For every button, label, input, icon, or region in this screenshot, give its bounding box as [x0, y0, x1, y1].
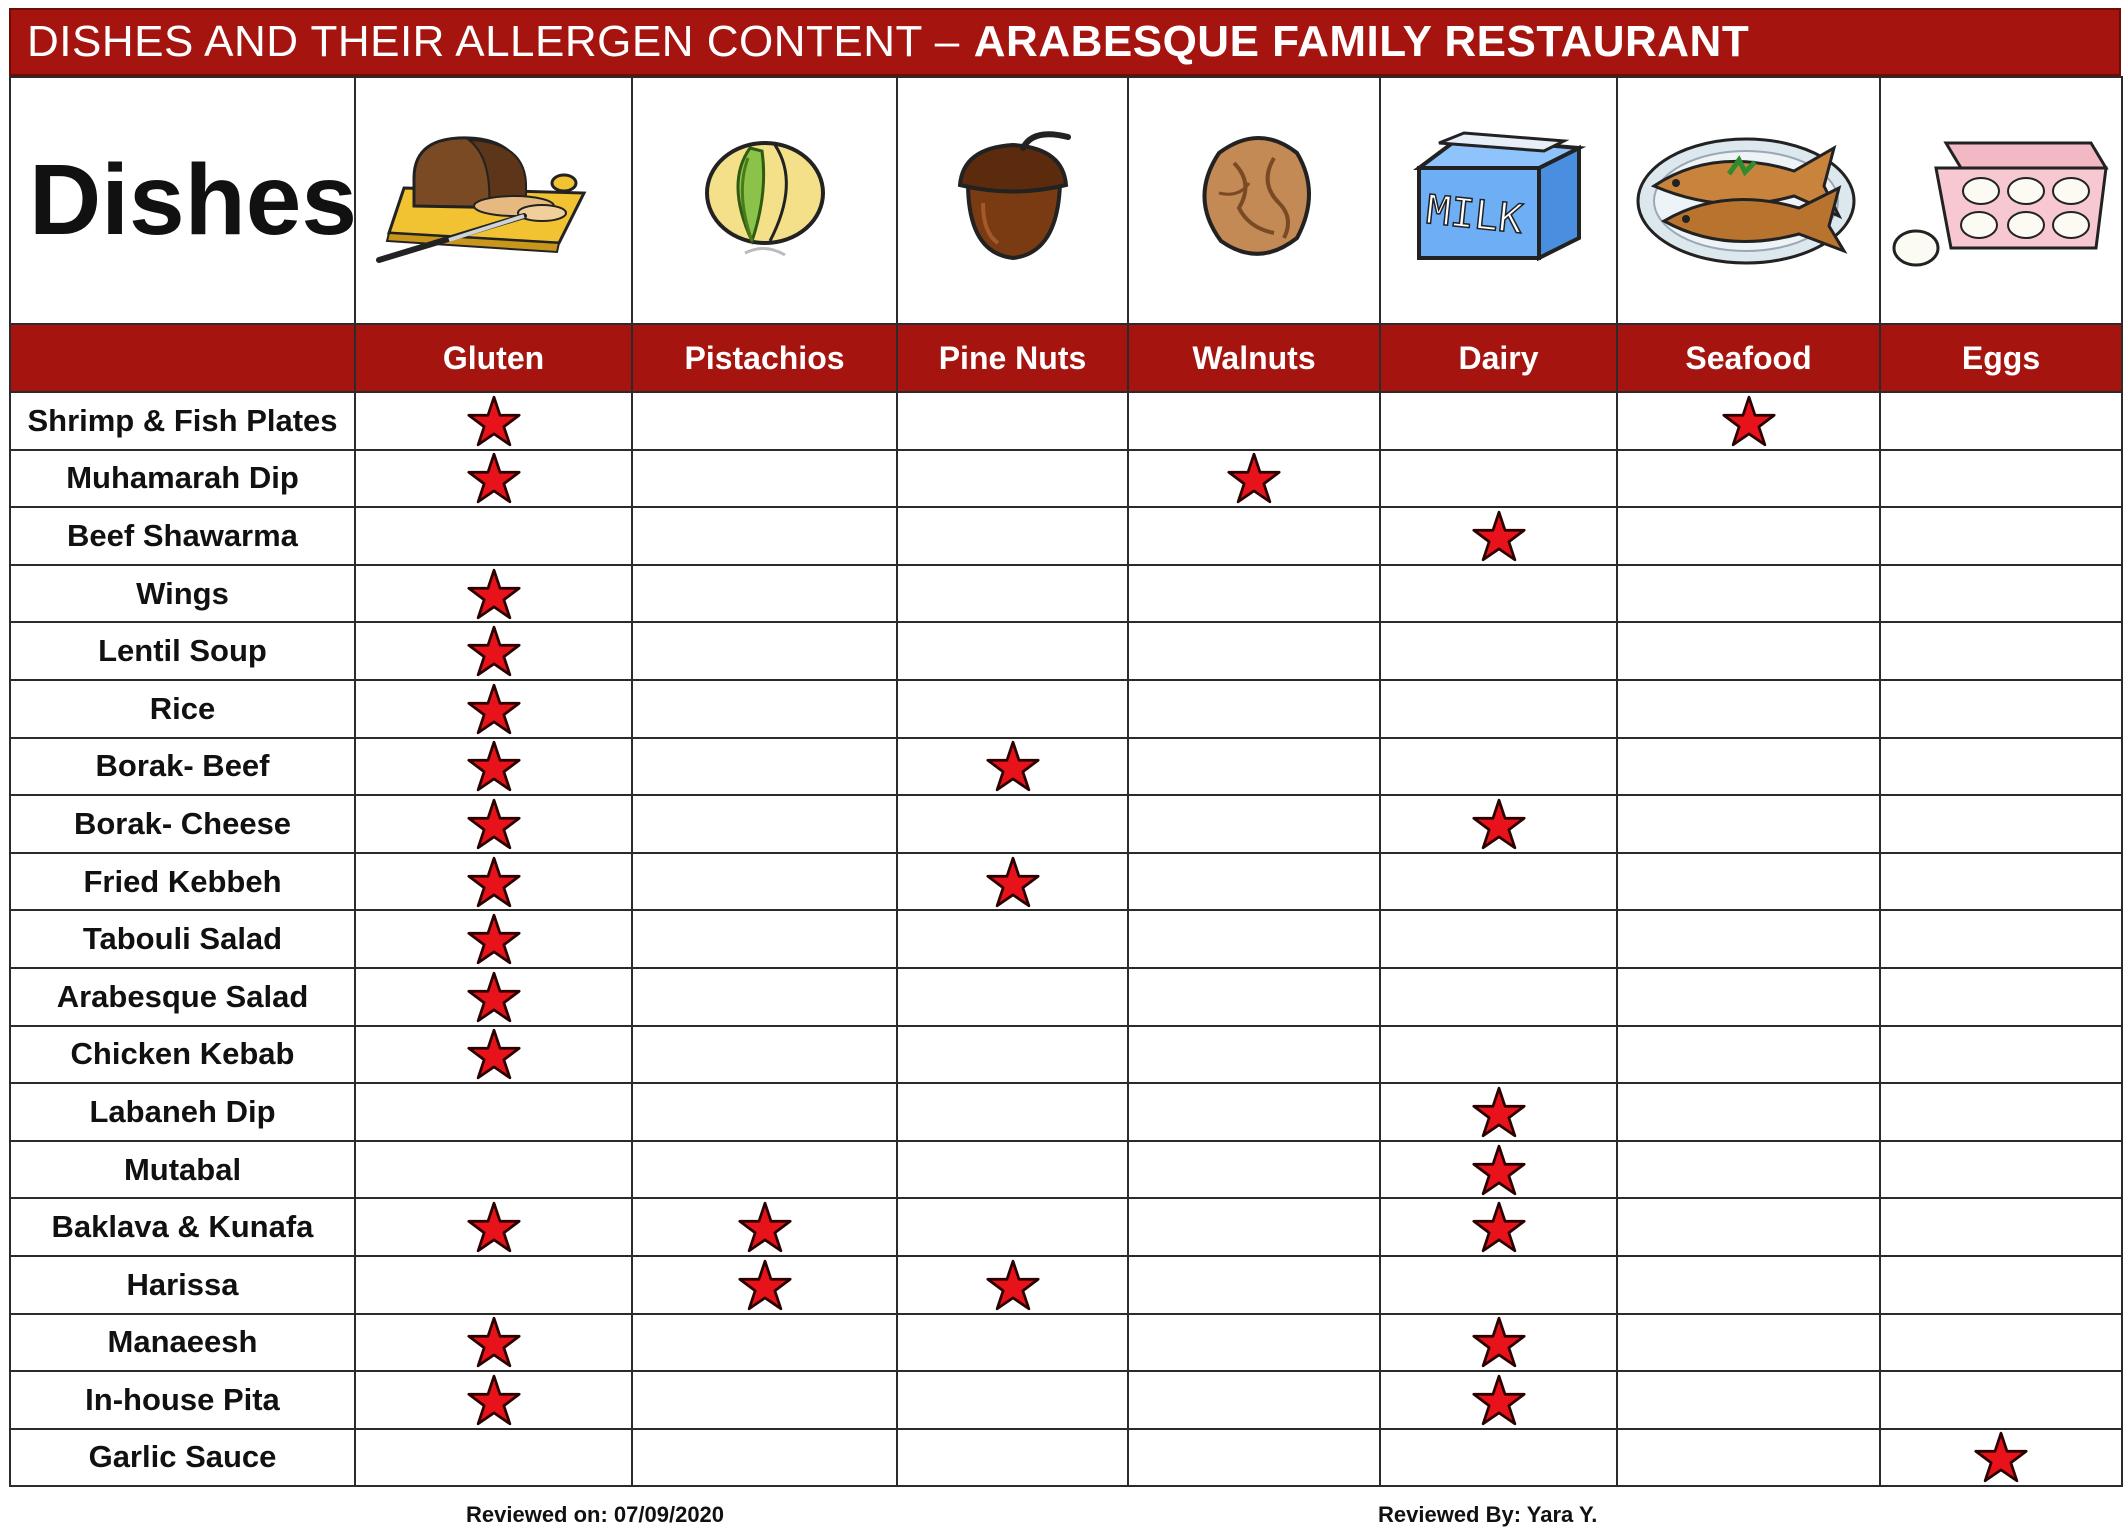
allergen-cell [1128, 1429, 1380, 1487]
dish-name: Borak- Cheese [10, 795, 355, 853]
allergen-cell [632, 1256, 897, 1314]
star-icon [465, 1316, 523, 1368]
allergen-cell [1128, 450, 1380, 508]
allergen-cell [1880, 680, 2122, 738]
allergen-cell [355, 968, 632, 1026]
star-icon [1470, 510, 1528, 562]
walnut-icon [1128, 77, 1380, 324]
star-icon [465, 1201, 523, 1253]
allergen-cell [1617, 1256, 1880, 1314]
allergen-cell [1617, 392, 1880, 450]
allergen-cell [632, 795, 897, 853]
table-row [10, 450, 2122, 508]
allergen-cell [1128, 680, 1380, 738]
star-icon [1470, 1086, 1528, 1138]
dish-name: Harissa [10, 1256, 355, 1314]
allergen-cell [632, 507, 897, 565]
allergen-cell [897, 450, 1128, 508]
allergen-cell [632, 680, 897, 738]
allergen-cell [1380, 1198, 1617, 1256]
allergen-cell [355, 450, 632, 508]
allergen-cell [1380, 680, 1617, 738]
allergen-cell [355, 1314, 632, 1372]
allergen-cell [355, 795, 632, 853]
allergen-cell [897, 392, 1128, 450]
allergen-cell [897, 1026, 1128, 1084]
title-regular: DISHES AND THEIR ALLERGEN CONTENT – [27, 17, 960, 66]
allergen-cell [1617, 1083, 1880, 1141]
allergen-cell [1880, 622, 2122, 680]
allergen-cell [1617, 1141, 1880, 1199]
allergen-cell [1617, 853, 1880, 911]
star-icon [1470, 1316, 1528, 1368]
star-icon [465, 625, 523, 677]
allergen-cell [1880, 1141, 2122, 1199]
allergen-cell [355, 1371, 632, 1429]
table-row [10, 1026, 2122, 1084]
allergen-cell [897, 565, 1128, 623]
dish-name: Tabouli Salad [10, 910, 355, 968]
table-row [10, 565, 2122, 623]
allergen-cell [1880, 1083, 2122, 1141]
allergen-cell [1128, 507, 1380, 565]
table-row [10, 1429, 2122, 1487]
allergen-cell [1128, 1083, 1380, 1141]
allergen-cell [1128, 853, 1380, 911]
allergen-cell [1380, 795, 1617, 853]
header-dairy: Dairy [1380, 324, 1617, 392]
allergen-cell [1380, 450, 1617, 508]
allergen-cell [1880, 910, 2122, 968]
dish-name: Mutabal [10, 1141, 355, 1199]
allergen-cell [1617, 1026, 1880, 1084]
star-icon [465, 856, 523, 908]
milk-carton-icon [1380, 77, 1617, 324]
allergen-cell [1380, 392, 1617, 450]
allergen-cell [355, 392, 632, 450]
star-icon [1972, 1431, 2030, 1483]
allergen-header-row [10, 324, 2122, 392]
allergen-cell [1880, 565, 2122, 623]
star-icon [1470, 1201, 1528, 1253]
allergen-cell [355, 1026, 632, 1084]
allergen-cell [897, 1429, 1128, 1487]
allergen-cell [1617, 738, 1880, 796]
allergen-cell [1380, 910, 1617, 968]
allergen-cell [1380, 968, 1617, 1026]
allergen-cell [1380, 1141, 1617, 1199]
allergen-cell [632, 1429, 897, 1487]
allergen-cell [897, 1141, 1128, 1199]
allergen-cell [1380, 565, 1617, 623]
allergen-cell [355, 565, 632, 623]
table-row [10, 1083, 2122, 1141]
allergen-cell [1880, 795, 2122, 853]
dish-name: Borak- Beef [10, 738, 355, 796]
star-icon [984, 1259, 1042, 1311]
allergen-cell [1617, 1429, 1880, 1487]
allergen-cell [1128, 910, 1380, 968]
allergen-cell [897, 1314, 1128, 1372]
allergen-cell [1380, 1256, 1617, 1314]
allergen-cell [1617, 910, 1880, 968]
table-row [10, 910, 2122, 968]
allergen-cell [1617, 680, 1880, 738]
allergen-cell [632, 565, 897, 623]
star-icon [465, 971, 523, 1023]
allergen-cell [897, 1371, 1128, 1429]
dish-name: Muhamarah Dip [10, 450, 355, 508]
milk-label: MILK [1423, 187, 1525, 243]
allergen-cell [1128, 392, 1380, 450]
star-icon [465, 798, 523, 850]
allergen-cell [1617, 1314, 1880, 1372]
allergen-cell [632, 1314, 897, 1372]
header-blank-cell [10, 324, 355, 392]
allergen-cell [1128, 1371, 1380, 1429]
table-row [10, 680, 2122, 738]
allergen-cell [1880, 450, 2122, 508]
allergen-table [9, 76, 2123, 1487]
allergen-cell [1617, 565, 1880, 623]
allergen-cell [1128, 1141, 1380, 1199]
allergen-cell [632, 622, 897, 680]
allergen-cell [1380, 738, 1617, 796]
star-icon [465, 740, 523, 792]
allergen-cell [355, 1429, 632, 1487]
table-row [10, 853, 2122, 911]
allergen-cell [1880, 392, 2122, 450]
table-row [10, 1198, 2122, 1256]
allergen-cell [1880, 1371, 2122, 1429]
acorn-icon [897, 77, 1128, 324]
allergen-cell [897, 1083, 1128, 1141]
allergen-cell [1617, 622, 1880, 680]
header-eggs: Eggs [1880, 324, 2122, 392]
star-icon [465, 683, 523, 735]
table-row [10, 1141, 2122, 1199]
allergen-cell [355, 622, 632, 680]
pistachio-icon [632, 77, 897, 324]
allergen-cell [632, 968, 897, 1026]
allergen-cell [1380, 1429, 1617, 1487]
dish-name: Shrimp & Fish Plates [10, 392, 355, 450]
allergen-cell [897, 795, 1128, 853]
star-icon [465, 395, 523, 447]
allergen-cell [897, 968, 1128, 1026]
allergen-cell [1380, 1314, 1617, 1372]
table-row [10, 392, 2122, 450]
dish-name: Manaeesh [10, 1314, 355, 1372]
header-gluten: Gluten [355, 324, 632, 392]
dish-name: Baklava & Kunafa [10, 1198, 355, 1256]
allergen-cell [1380, 1083, 1617, 1141]
allergen-cell [1880, 853, 2122, 911]
allergen-cell [897, 1198, 1128, 1256]
title-bar [9, 8, 2121, 76]
title-restaurant-name: ARABESQUE FAMILY RESTAURANT [973, 17, 1750, 66]
allergen-cell [1880, 738, 2122, 796]
star-icon [465, 1374, 523, 1426]
dish-name: In-house Pita [10, 1371, 355, 1429]
allergen-cell [897, 853, 1128, 911]
table-row [10, 1256, 2122, 1314]
allergen-cell [632, 853, 897, 911]
allergen-cell [1617, 795, 1880, 853]
allergen-cell [1880, 1256, 2122, 1314]
allergen-cell [1380, 1026, 1617, 1084]
dish-name: Beef Shawarma [10, 507, 355, 565]
table-row [10, 795, 2122, 853]
allergen-cell [1880, 1198, 2122, 1256]
allergen-cell [632, 1371, 897, 1429]
allergen-cell [355, 507, 632, 565]
egg-carton-icon [1880, 77, 2122, 324]
table-row [10, 507, 2122, 565]
dish-name: Rice [10, 680, 355, 738]
star-icon [736, 1259, 794, 1311]
allergen-cell [1617, 1198, 1880, 1256]
table-row [10, 968, 2122, 1026]
dishes-heading: Dishes [10, 77, 355, 324]
star-icon [1470, 798, 1528, 850]
allergen-cell [1380, 853, 1617, 911]
allergen-cell [897, 507, 1128, 565]
allergen-cell [1617, 968, 1880, 1026]
table-row [10, 738, 2122, 796]
allergen-cell [632, 1083, 897, 1141]
allergen-cell [1128, 738, 1380, 796]
allergen-cell [632, 1198, 897, 1256]
table-row [10, 622, 2122, 680]
star-icon [984, 740, 1042, 792]
table-row [10, 1314, 2122, 1372]
dish-name: Labaneh Dip [10, 1083, 355, 1141]
header-walnuts: Walnuts [1128, 324, 1380, 392]
allergen-cell [1128, 565, 1380, 623]
allergen-cell [632, 910, 897, 968]
star-icon [1470, 1374, 1528, 1426]
allergen-chart [9, 8, 2121, 1487]
allergen-cell [632, 738, 897, 796]
reviewed-on: Reviewed on: 07/09/2020 [466, 1502, 725, 1527]
allergen-cell [1380, 507, 1617, 565]
allergen-cell [897, 680, 1128, 738]
allergen-cell [355, 738, 632, 796]
star-icon [736, 1201, 794, 1253]
allergen-cell [1880, 1026, 2122, 1084]
star-icon [1225, 452, 1283, 504]
allergen-cell [1880, 1429, 2122, 1487]
allergen-cell [1617, 507, 1880, 565]
allergen-cell [897, 1256, 1128, 1314]
header-pistachios: Pistachios [632, 324, 897, 392]
star-icon [465, 568, 523, 620]
allergen-cell [632, 1141, 897, 1199]
allergen-cell [1128, 968, 1380, 1026]
dish-name: Fried Kebbeh [10, 853, 355, 911]
allergen-cell [355, 1141, 632, 1199]
allergen-cell [1128, 1198, 1380, 1256]
allergen-cell [1128, 1026, 1380, 1084]
allergen-cell [1128, 622, 1380, 680]
dish-name: Lentil Soup [10, 622, 355, 680]
dish-name: Wings [10, 565, 355, 623]
allergen-cell [1128, 1256, 1380, 1314]
star-icon [465, 913, 523, 965]
allergen-cell [355, 680, 632, 738]
allergen-cell [632, 450, 897, 508]
header-seafood: Seafood [1617, 324, 1880, 392]
table-row [10, 1371, 2122, 1429]
dish-name: Chicken Kebab [10, 1026, 355, 1084]
allergen-cell [355, 1256, 632, 1314]
allergen-cell [897, 622, 1128, 680]
reviewed-by: Reviewed By: Yara Y. [1378, 1502, 1598, 1527]
icon-row [10, 77, 2122, 324]
dish-name: Arabesque Salad [10, 968, 355, 1026]
allergen-cell [1380, 622, 1617, 680]
allergen-cell [632, 392, 897, 450]
star-icon [1720, 395, 1778, 447]
allergen-cell [1617, 450, 1880, 508]
dish-name: Garlic Sauce [10, 1429, 355, 1487]
allergen-cell [632, 1026, 897, 1084]
star-icon [1470, 1144, 1528, 1196]
allergen-cell [1880, 968, 2122, 1026]
allergen-cell [1880, 1314, 2122, 1372]
allergen-cell [897, 738, 1128, 796]
allergen-cell [1617, 1371, 1880, 1429]
allergen-cell [355, 853, 632, 911]
allergen-cell [1128, 1314, 1380, 1372]
star-icon [465, 1028, 523, 1080]
allergen-cell [1128, 795, 1380, 853]
header-pine-nuts: Pine Nuts [897, 324, 1128, 392]
star-icon [984, 856, 1042, 908]
allergen-cell [1380, 1371, 1617, 1429]
bread-icon [355, 77, 632, 324]
star-icon [465, 452, 523, 504]
fish-plate-icon [1617, 77, 1880, 324]
allergen-cell [897, 910, 1128, 968]
allergen-cell [355, 1083, 632, 1141]
allergen-cell [355, 1198, 632, 1256]
allergen-cell [355, 910, 632, 968]
allergen-cell [1880, 507, 2122, 565]
